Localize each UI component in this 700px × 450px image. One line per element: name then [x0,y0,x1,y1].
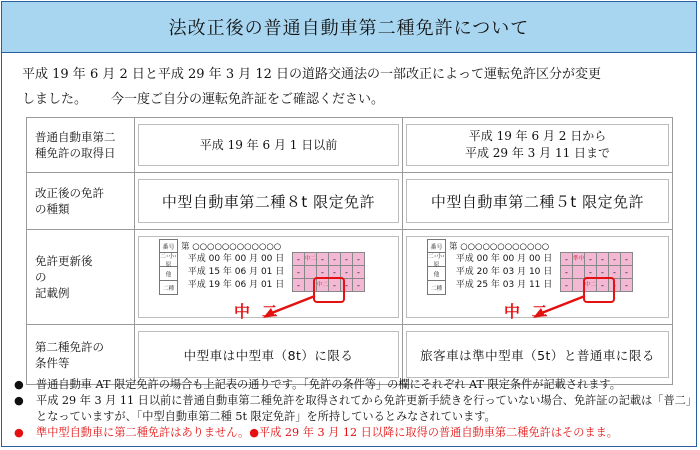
bullet-icon: ● [14,394,24,407]
grid-cell: - [596,265,609,279]
grid-cell: - [584,252,597,266]
intro-paragraph [22,62,692,112]
grid-cell: - [352,265,365,279]
grid-cell: - [328,265,341,279]
grid-cell: - [328,252,341,266]
grid-cell: - [292,278,305,292]
grid-cell: - [560,265,573,279]
grid-cell: 中二 [584,278,597,292]
license-card-mock: 番号 第 ○○○○○○○○○○○○ 二･小･原 他 二種 平成 00 年 00 月 00 日 平成 20 年 03 月 10 日 平成 25 年 03 月 11 日 - 準中 - - - - - - - - - - 中二 - - - [427,239,633,295]
grid-cell: - [352,278,365,292]
grid-cell: - [560,252,573,266]
cell-acquired-before: 平成 19 年 6 月 1 日以前 [138,124,399,166]
grid-cell: - [608,252,621,266]
grid-cell: - [560,278,573,292]
grid-cell: - [340,278,353,292]
grid-cell: - [316,252,329,266]
grid-cell: - [608,278,621,292]
license-example-right [406,236,669,321]
cell-condition-5t: 旅客車は準中型車（5t）と普通車に限る [406,331,669,378]
grid-cell: - [340,252,353,266]
notes-list [14,377,694,441]
list-item: ● 準中型自動車に第二種免許はありません。●平成 29 年 3 月 12 日以降に取得の普通自動車第二種免許はそのまま。 [14,426,618,439]
license-example-left [138,236,399,321]
grid-cell: 中二 [316,278,329,292]
grid-cell: - [620,278,633,292]
license-comparison-table [26,117,673,385]
bullet-icon: ● [14,426,24,439]
grid-cell: - [620,252,633,266]
cell-condition-8t: 中型車は中型車（8t）に限る [138,331,399,378]
grid-cell: - [340,265,353,279]
grid-cell: - [316,265,329,279]
intro-line-2: しました。 今一度ご自分の運転免許証をご確認ください。 [22,92,385,107]
list-item: ● 平成 29 年 3 月 11 日以前に普通自動車第二種免許を取得されてから免許更新手続きを行っていない場合、免許証の記載は「普二」となっていますが、「中型自動車第二種 5t 限定免許」を所持しているとみなされています。 [14,394,692,423]
bullet-icon: ● [14,378,24,391]
grid-cell: 中二 [304,252,317,266]
page-title: 法改正後の普通自動車第二種免許について [2,2,696,53]
grid-cell: - [352,252,365,266]
row-header-example: 免許更新後 の 記載例 [27,230,135,325]
grid-cell: - [596,278,609,292]
callout-label: 中 二 [504,302,551,321]
table-row [27,325,673,385]
table-row [27,118,673,173]
table-row [27,230,673,325]
row-header-license-type: 改正後の免許 の種類 [27,173,135,230]
callout-label: 中 二 [234,302,281,321]
grid-cell: - [620,265,633,279]
cell-type-5t: 中型自動車第二種５t 限定免許 [406,179,669,223]
row-header-conditions: 第二種免許の 条件等 [27,325,135,385]
grid-cell: - [292,265,305,279]
intro-line-1: 平成 19 年 6 月 2 日と平成 29 年 3 月 12 日の道路交通法の一部改正によって運転免許区分が変更 [22,67,602,82]
grid-cell: - [596,252,609,266]
cell-acquired-between: 平成 19 年 6 月 2 日から 平成 29 年 3 月 11 日まで [406,124,669,166]
grid-cell: - [328,278,341,292]
grid-cell: 準中 [572,252,585,266]
list-item: ● 普通自動車 AT 限定免許の場合も上記表の通りです。「免許の条件等」の欄にそれぞれ AT 限定条件が記載されます。 [14,378,621,391]
cell-type-8t: 中型自動車第二種８t 限定免許 [138,179,399,223]
grid-cell: - [608,265,621,279]
grid-cell: - [584,265,597,279]
table-row [27,173,673,230]
row-header-acquired-date: 普通自動車第二 種免許の取得日 [27,118,135,173]
grid-cell: - [292,252,305,266]
license-card-mock: 番号 第 ○○○○○○○○○○○○ 二･小･原 他 二種 平成 00 年 00 月 00 日 平成 15 年 06 月 01 日 平成 19 年 06 月 01 日 - 中二 - - - - - - - - - - 中二 - - - [159,239,365,295]
